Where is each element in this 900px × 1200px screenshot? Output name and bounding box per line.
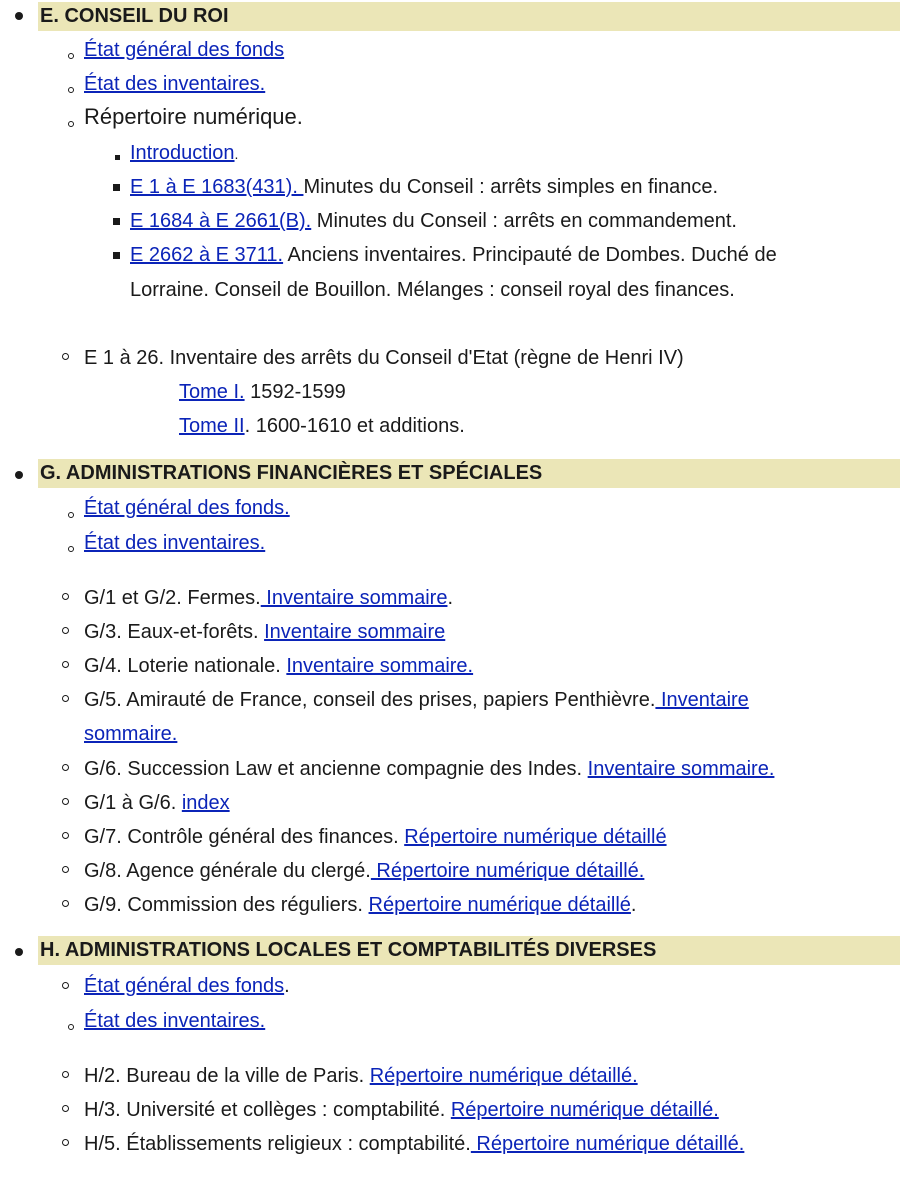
list-item [84,71,265,97]
list-bullet [68,53,74,59]
list-bullet [115,155,120,160]
list-bullet [62,353,69,360]
list-item: G/4. Loterie nationale. Inventaire sommaire. [84,655,474,677]
e2662-e3711-link[interactable]: E 2662 à E 3711. [130,244,284,266]
list-item [84,495,290,521]
section-bullet [15,948,23,956]
list-item: G/6. Succession Law et ancienne compagnie des Indes. Inventaire sommaire. [84,758,775,780]
g4-inventaire-link[interactable]: Inventaire sommaire. [286,655,474,677]
list-bullet [68,546,74,552]
list-item: G/5. Amirauté de France, conseil des prises, papiers Penthièvre. Inventaire [84,689,749,711]
g3-inventaire-link[interactable]: Inventaire sommaire [264,621,446,643]
list-item-continued: Lorraine. Conseil de Bouillon. Mélanges : conseil royal des finances. [130,279,735,301]
section-bullet [15,471,23,479]
list-bullet [113,252,120,259]
list-item: E 1 à E 1683(431). Minutes du Conseil : arrêts simples en finance. [130,176,719,198]
list-item: Tome I. 1592-1599 [179,381,346,403]
list-bullet [62,661,69,668]
list-item: G/1 et G/2. Fermes. Inventaire sommaire. [84,587,454,609]
section-title-h: H. ADMINISTRATIONS LOCALES ET COMPTABILITÉS DIVERSES [40,939,657,961]
list-item: G/1 à G/6. index [84,792,230,814]
h2-repertoire-link[interactable]: Répertoire numérique détaillé. [369,1065,638,1087]
list-bullet [62,1105,69,1112]
e1-e1683-link[interactable]: E 1 à E 1683(431). [130,176,304,198]
list-item: E 1684 à E 2661(B). Minutes du Conseil : arrêts en commandement. [130,210,737,232]
list-bullet [62,982,69,989]
list-bullet [62,866,69,873]
list-bullet [62,900,69,907]
section-title-e: E. CONSEIL DU ROI [40,5,229,27]
g6-inventaire-link[interactable]: Inventaire sommaire. [587,758,775,780]
list-item: Introduction. [130,142,239,164]
tome-1-link[interactable]: Tome I. [179,381,245,403]
list-bullet [113,184,120,191]
list-bullet [68,121,74,127]
list-item: Tome II. 1600-1610 et additions. [179,415,465,437]
tome-2-link[interactable]: Tome II [179,415,245,437]
g5-inventaire-link[interactable]: Inventaire [655,689,749,711]
list-item [84,1008,265,1034]
list-item: H/5. Établissements religieux : comptabilité. Répertoire numérique détaillé. [84,1133,745,1155]
list-bullet [68,87,74,93]
list-item [84,37,284,63]
g7-repertoire-link[interactable]: Répertoire numérique détaillé [404,826,667,848]
section-bullet [15,12,23,20]
h5-repertoire-link[interactable]: Répertoire numérique détaillé. [470,1133,745,1155]
list-item [84,530,265,556]
list-bullet [62,593,69,600]
g5-sommaire-link[interactable]: sommaire. [84,723,178,745]
etat-inventaires-link[interactable]: État des inventaires. [84,73,266,95]
list-bullet [62,695,69,702]
g-etat-general-fonds-link[interactable]: État général des fonds. [84,497,290,519]
list-item: H/3. Université et collèges : comptabilité. Répertoire numérique détaillé. [84,1099,719,1121]
e1684-e2661-link[interactable]: E 1684 à E 2661(B). [130,210,312,232]
list-bullet [62,798,69,805]
g-etat-inventaires-link[interactable]: État des inventaires. [84,532,266,554]
g-index-link[interactable]: index [181,792,230,814]
section-title-g: G. ADMINISTRATIONS FINANCIÈRES ET SPÉCIALES [40,462,543,484]
list-bullet [62,764,69,771]
list-bullet [62,1071,69,1078]
list-item: G/7. Contrôle général des finances. Répertoire numérique détaillé [84,826,667,848]
repertoire-heading: Répertoire numérique. [84,104,303,129]
h3-repertoire-link[interactable]: Répertoire numérique détaillé. [450,1099,719,1121]
list-item: G/8. Agence générale du clergé. Répertoire numérique détaillé. [84,860,645,882]
list-item: G/3. Eaux-et-forêts. Inventaire sommaire [84,621,446,643]
list-bullet [62,1139,69,1146]
list-item: H/2. Bureau de la ville de Paris. Répertoire numérique détaillé. [84,1065,638,1087]
list-bullet [62,832,69,839]
h-etat-inventaires-link[interactable]: État des inventaires. [84,1010,266,1032]
list-item-continued [84,721,177,747]
list-item: État général des fonds. [84,975,290,997]
introduction-link[interactable]: Introduction [130,142,235,164]
list-bullet [113,218,120,225]
henri-iv-item: E 1 à 26. Inventaire des arrêts du Conseil d'Etat (règne de Henri IV) [84,347,684,369]
list-item: G/9. Commission des réguliers. Répertoire numérique détaillé. [84,894,637,916]
etat-general-fonds-link[interactable]: État général des fonds [84,39,285,61]
list-bullet [62,627,69,634]
list-item: E 2662 à E 3711. Anciens inventaires. Principauté de Dombes. Duché de [130,244,777,266]
g1-inventaire-link[interactable]: Inventaire sommaire [260,587,448,609]
list-bullet [68,1024,74,1030]
h-etat-general-fonds-link[interactable]: État général des fonds [84,975,285,997]
list-bullet [68,512,74,518]
g8-repertoire-link[interactable]: Répertoire numérique détaillé. [370,860,645,882]
g9-repertoire-link[interactable]: Répertoire numérique détaillé [368,894,631,916]
